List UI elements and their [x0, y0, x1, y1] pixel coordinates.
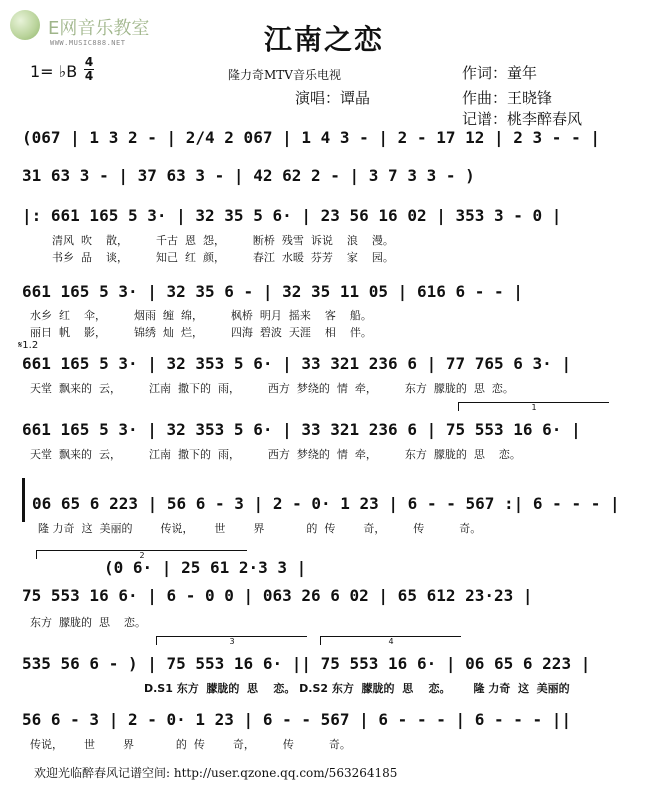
logo-url: WWW.MUSIC888.NET [50, 39, 126, 47]
score-row: 06 65 6 223 | 56 6 - 3 | 2 - 0· 1 23 | 6 - - 567 :| 6 - - - | [32, 494, 620, 513]
score-row: (067 | 1 3 2 - | 2/4 2 067 | 1 4 3 - | 2 - 17 12 | 2 3 - - | [22, 128, 600, 147]
score-row: 75 553 16 6· | 6 - 0 0 | 063 26 6 02 | 65 612 23·23 | [22, 586, 533, 605]
time-signature-numerator: 4 [84, 55, 94, 69]
volta-3: 3 [156, 636, 307, 645]
lyric-line: 天堂 飘来的 云， 江南 撒下的 雨， 西方 梦绕的 情 牵， 东方 朦胧的 思 恋。 [30, 382, 514, 395]
key-signature: 1= ♭B [30, 62, 78, 81]
footer-note: 欢迎光临醉春风记谱空间: http://user.qzone.qq.com/563264185 [34, 766, 398, 780]
source-credit: 隆力奇MTV音乐电视 [228, 68, 341, 82]
transcriber-credit: 记谱：桃李醉春风 [462, 110, 583, 128]
singer-credit: 演唱：谭晶 [295, 89, 371, 107]
composer-credit: 作曲：王晓锋 [462, 89, 553, 107]
score-row: 31 63 3 - | 37 63 3 - | 42 62 2 - | 3 7 3 3 - ) [22, 166, 475, 185]
score-row: 535 56 6 - ) | 75 553 16 6· || 75 553 16 6· | 06 65 6 223 | [22, 654, 591, 673]
lyric-line: 书乡 品 谈， 知己 红 颜， 春江 水暖 芬芳 家 园。 [52, 251, 394, 264]
volta-2: 2 [36, 550, 247, 559]
score-row: 56 6 - 3 | 2 - 0· 1 23 | 6 - - 567 | 6 - - - | 6 - - - || [22, 710, 572, 729]
volta-1: 1 [458, 402, 609, 411]
time-signature-denominator: 4 [84, 69, 94, 83]
score-row: 661 165 5 3· | 32 35 6 - | 32 35 11 05 | 616 6 - - | [22, 282, 523, 301]
lyric-line: 清风 吹 散， 千古 恩 怨， 断桥 残雪 诉说 浪 漫。 [52, 234, 394, 247]
lyric-line: 传说， 世 界 的 传 奇， 传 奇。 [30, 738, 351, 751]
score-row: 661 165 5 3· | 32 353 5 6· | 33 321 236 6 | 75 553 16 6· | [22, 420, 581, 439]
lyric-line: D.S1 东方 朦胧的 思 恋。 D.S2 东方 朦胧的 思 恋。 隆 力奇 这 美丽的 [144, 682, 570, 695]
volta-4: 4 [320, 636, 461, 645]
lyric-line: 天堂 飘来的 云， 江南 撒下的 雨， 西方 梦绕的 情 牵， 东方 朦胧的 思 恋。 [30, 448, 521, 461]
lyric-line: 隆 力奇 这 美丽的 传说， 世 界 的 传 奇， 传 奇。 [38, 522, 482, 535]
lyric-line: 东方 朦胧的 思 恋。 [30, 616, 146, 629]
score-row: |: 661 165 5 3· | 32 35 5 6· | 23 56 16 02 | 353 3 - 0 | [22, 206, 562, 225]
score-row: (0 6· | 25 61 2·3 3 | [104, 558, 307, 577]
lyricist-credit: 作词：童年 [462, 64, 538, 82]
lyric-line: 丽日 帆 影， 锦绣 灿 烂， 四海 碧波 天涯 相 伴。 [30, 326, 372, 339]
score-row: 661 165 5 3· | 32 353 5 6· | 33 321 236 6 | 77 765 6 3· | [22, 354, 572, 373]
repeat-start-bar [22, 478, 25, 522]
lyric-line: 水乡 红 伞， 烟雨 缠 绵， 枫桥 明月 摇来 客 船。 [30, 309, 372, 322]
time-signature [84, 56, 94, 83]
song-title: 江南之恋 [263, 23, 384, 56]
logo-text: E网音乐教室 [48, 18, 150, 39]
segno-marker: 𝄋1.2 [18, 340, 39, 351]
